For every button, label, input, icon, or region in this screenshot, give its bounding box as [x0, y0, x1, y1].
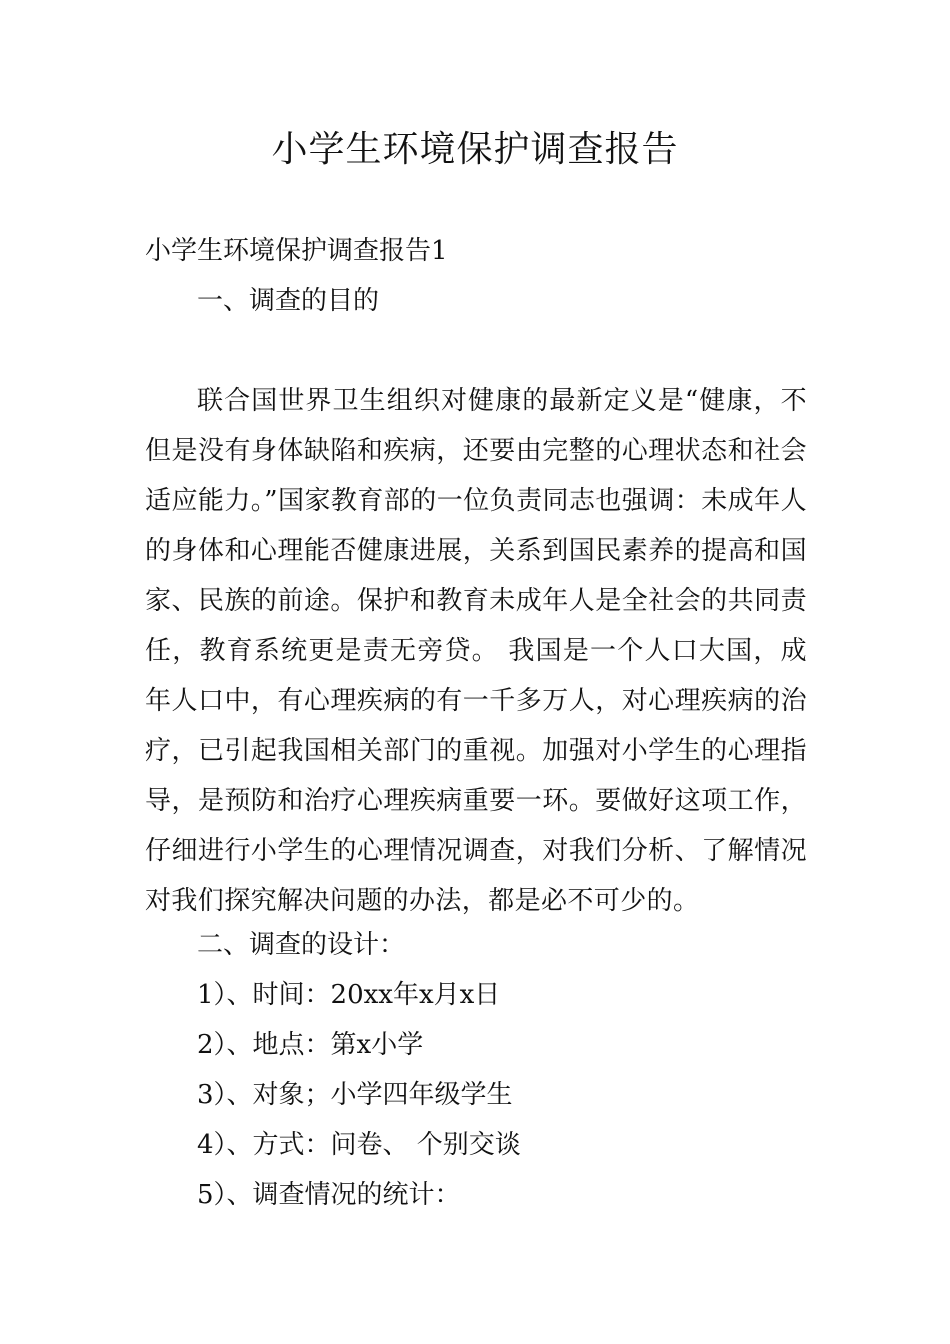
design-item-time: 1）、时间：20xx年x月x日 [197, 980, 501, 1010]
purpose-paragraph: 联合国世界卫生组织对健康的最新定义是“健康，不但是没有身体缺陷和疾病，还要由完整的心理状态和社会适应能力。”国家教育部的一位负责同志也强调：未成年人的身体和心理能否健康进展，关系到国民素养的提高和国家、民族的前途。保护和教育未成年人是全社会的共同责任，教育系统更是责无旁贷。 我国是一个人口大国，成年人口中，有心理疾病的有一千多万人，对心理疾病的治疗，已引起我国相关部门的重视。加强对小学生的心理指导，是预防和治疗心理疾病重要一环。要做好这项工作，仔细进行小学生的心理情况调查，对我们分析、了解情况对我们探究解决问题的办法，都是必不可少的。 [145, 386, 807, 916]
design-item-subjects: 3）、对象；小学四年级学生 [197, 1080, 513, 1110]
design-item-location: 2）、地点：第x小学 [197, 1030, 424, 1060]
document-title: 小学生环境保护调查报告 [271, 129, 679, 170]
design-item-method: 4）、方式：问卷、 个别交谈 [197, 1130, 521, 1160]
section-heading-purpose: 一、调查的目的 [197, 286, 380, 316]
design-item-statistics: 5）、调查情况的统计： [197, 1180, 461, 1210]
report-subtitle: 小学生环境保护调查报告1 [145, 236, 448, 266]
section-heading-design: 二、调查的设计： [197, 930, 406, 960]
